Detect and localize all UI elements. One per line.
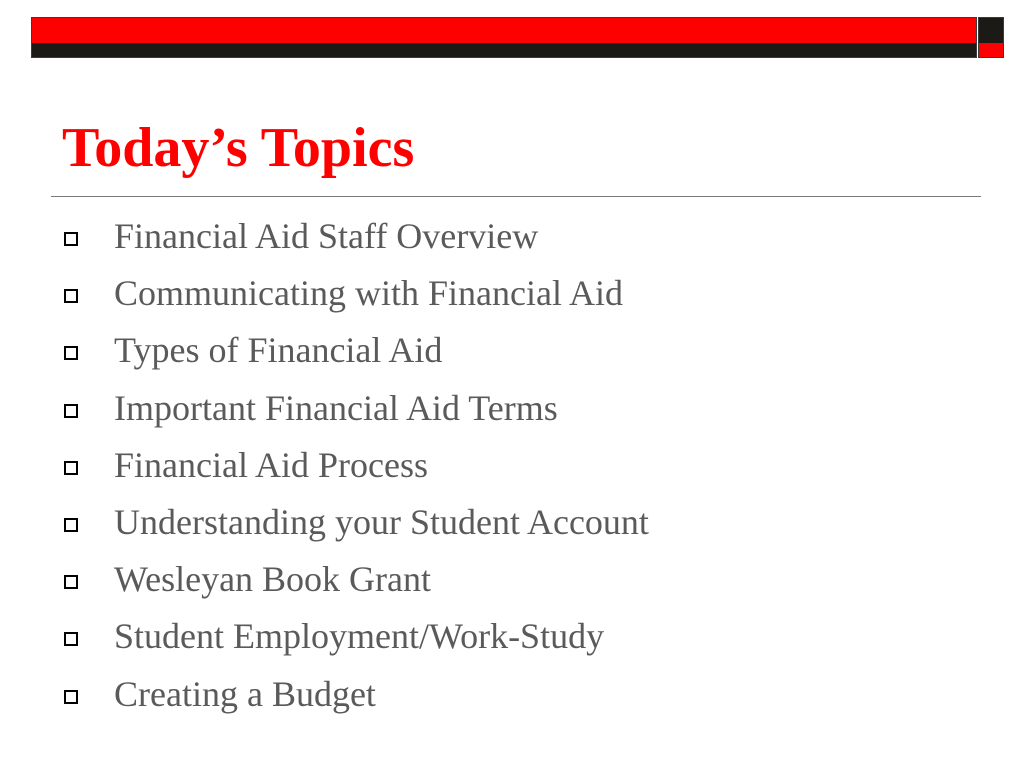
corner-black-stripe [979,18,1003,43]
topic-text: Wesleyan Book Grant [114,559,432,600]
square-bullet-icon [64,575,78,589]
square-bullet-icon [64,518,78,532]
slide-title: Today’s Topics [62,117,415,179]
list-item [0,265,1000,322]
banner-red-stripe [32,18,976,43]
list-item [0,437,1000,494]
topic-text: Understanding your Student Account [114,501,649,542]
topic-text: Creating a Budget [114,673,376,714]
square-bullet-icon [64,232,78,246]
topic-text: Financial Aid Process [114,444,428,485]
list-item [0,494,1000,551]
topic-text: Communicating with Financial Aid [114,273,623,314]
title-divider [51,196,981,197]
square-bullet-icon [64,289,78,303]
topic-text: Financial Aid Staff Overview [114,216,539,256]
list-item [0,551,1000,608]
topic-text: Types of Financial Aid [114,330,443,371]
list-item [0,380,1000,437]
header-banner [31,17,977,58]
list-item [0,208,1000,265]
banner-black-stripe [32,43,976,58]
topic-text: Important Financial Aid Terms [114,387,558,428]
corner-red-stripe [979,43,1003,58]
list-item [0,666,1000,723]
list-item [0,608,1000,665]
list-item [0,322,1000,379]
header-corner-block [978,17,1004,58]
square-bullet-icon [64,461,78,475]
square-bullet-icon [64,690,78,704]
topic-text: Student Employment/Work-Study [114,616,605,657]
square-bullet-icon [64,346,78,360]
square-bullet-icon [64,632,78,646]
square-bullet-icon [64,404,78,418]
topic-list [0,208,1000,723]
